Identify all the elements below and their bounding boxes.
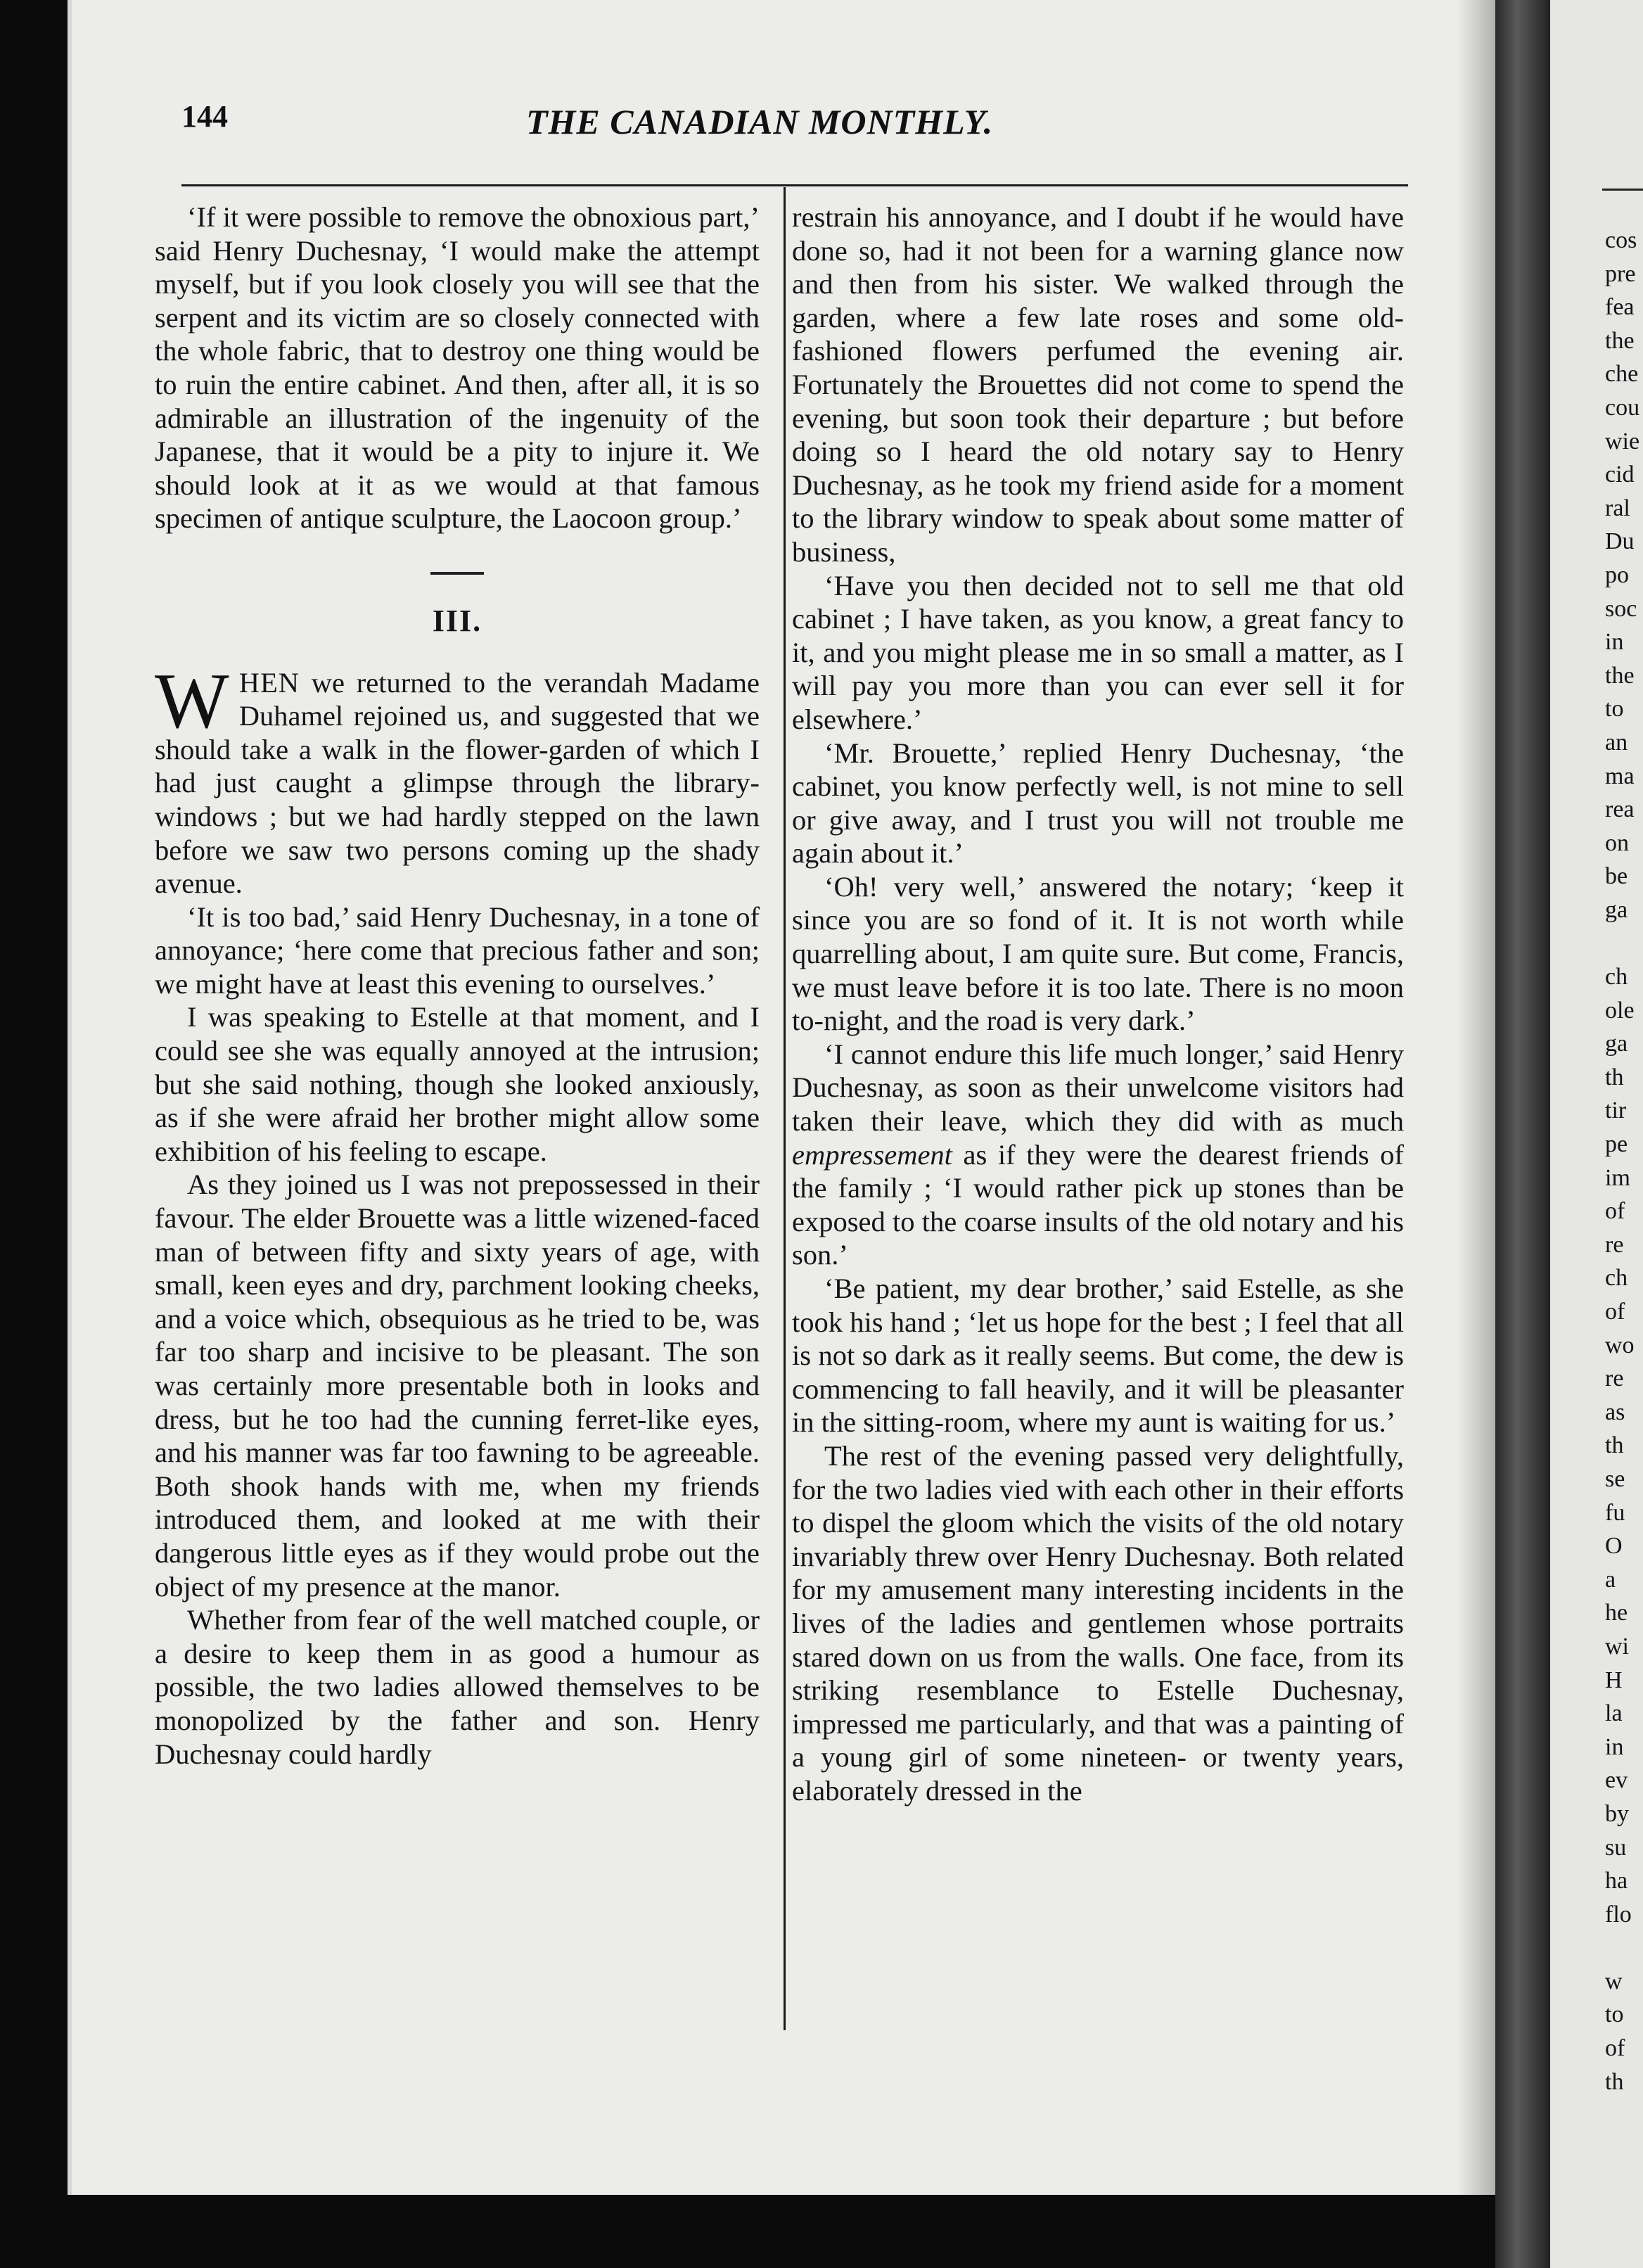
facing-page-fragment: ev bbox=[1605, 1767, 1628, 1794]
facing-page-fragment: la bbox=[1605, 1700, 1623, 1727]
italic-word: empressement bbox=[792, 1138, 952, 1171]
left-column bbox=[155, 200, 760, 1771]
paragraph-text: we returned to the verandah Madame Duhamel rejoined us, and suggested that we should take a walk in the flower-garden of which I had just caught a glimpse through the library-windows ; but we had hardly stepped on the lawn before we saw two persons coming up the shady avenue. bbox=[155, 666, 760, 900]
facing-page-fragment: pe bbox=[1605, 1131, 1628, 1158]
facing-page-fragment: wi bbox=[1605, 1633, 1629, 1659]
facing-page-fragment: of bbox=[1605, 1299, 1625, 1325]
facing-page-fragment: th bbox=[1605, 1432, 1624, 1459]
paragraph: ‘Mr. Brouette,’ replied Henry Duchesnay, ‘the cabinet, you know perfectly well, is not mine to sell or give away, and I trust you will not trouble me again about it.’ bbox=[792, 737, 1404, 869]
facing-page-fragment: th bbox=[1605, 1064, 1624, 1090]
facing-page-fragment: wie bbox=[1605, 428, 1640, 454]
facing-page-fragment: cid bbox=[1605, 461, 1635, 488]
facing-page-fragment: rea bbox=[1605, 796, 1635, 823]
facing-page-fragment: pre bbox=[1605, 260, 1636, 287]
paragraph: ‘Be patient, my dear brother,’ said Estelle, as she took his hand ; ‘let us hope for the best ; I feel that all is not so dark as it really seems. But come, the dew is commencing to fall heavily, and it will be pleasanter in the sitting-room, where my aunt is waiting for us.’ bbox=[792, 1273, 1404, 1439]
facing-page-fragment: to bbox=[1605, 696, 1624, 722]
facing-page-fragment: the bbox=[1605, 327, 1635, 354]
paragraph: As they joined us I was not prepossessed in their favour. The elder Brouette was a little wizened-faced man of between fifty and sixty years of age, with small, keen eyes and dry, parchment looking cheeks, and a voice which, obsequious as he tried to be, was far too sharp and incisive to be pleasant. The son was certainly more presentable both in looks and dress, but he too had the cunning ferret-like eyes, and his manner was far too fawning to be agreeable. Both shook hands with me, when my friends introduced them, and looked at me with their dangerous little eyes as if they would probe out the object of my presence at the manor. bbox=[155, 1168, 760, 1603]
facing-page-fragment: O bbox=[1605, 1533, 1623, 1560]
facing-page-fragment: flo bbox=[1605, 1901, 1632, 1928]
facing-page-fragment bbox=[1605, 926, 1639, 960]
facing-page-fragment: re bbox=[1605, 1231, 1624, 1258]
facing-page-fragment: soc bbox=[1605, 595, 1637, 622]
paragraph: ‘Oh! very well,’ answered the notary; ‘keep it since you are so fond of it. It is not worth while quarrelling about, I am quite sure. But come, Francis, we must leave before it is too late. There is no moon to-night, and the road is very dark.’ bbox=[792, 870, 1404, 1037]
facing-page-header-rule bbox=[1602, 189, 1643, 191]
facing-page-fragment: tir bbox=[1605, 1097, 1627, 1124]
section-heading: III. bbox=[432, 603, 482, 638]
facing-page-fragment: Du bbox=[1605, 528, 1635, 555]
facing-page-fragment: ga bbox=[1605, 1031, 1628, 1057]
facing-page-fragment: ga bbox=[1605, 896, 1628, 923]
facing-page-fragment: re bbox=[1605, 1365, 1624, 1392]
facing-page-fragment: th bbox=[1605, 2068, 1624, 2095]
facing-page-fragment: se bbox=[1605, 1465, 1625, 1492]
facing-page-fragment: ha bbox=[1605, 1868, 1628, 1894]
facing-page-fragment: be bbox=[1605, 863, 1628, 890]
paragraph: Whether from fear of the well matched couple, or a desire to keep them in as good a humour as possible, the two ladies allowed themselves to be monopolized by the father and son. Henry Duchesnay could hardly bbox=[155, 1604, 760, 1770]
facing-page-fragment: po bbox=[1605, 561, 1629, 588]
facing-page-fragment: an bbox=[1605, 729, 1628, 756]
facing-page-fragment: ma bbox=[1605, 763, 1635, 789]
facing-page-fragment: fu bbox=[1605, 1499, 1625, 1526]
section-divider bbox=[430, 572, 484, 575]
running-head: THE CANADIAN MONTHLY. bbox=[526, 102, 994, 141]
facing-page-fragment: su bbox=[1605, 1834, 1627, 1861]
facing-page-fragment: w bbox=[1605, 1968, 1623, 1994]
facing-page-fragment: wo bbox=[1605, 1332, 1635, 1358]
page-number: 144 bbox=[181, 99, 228, 134]
paragraph-opening bbox=[155, 657, 760, 900]
paragraph: ‘It is too bad,’ said Henry Duchesnay, in a tone of annoyance; ‘here come that precious father and son; we might have at least this evening to ourselves.’ bbox=[155, 900, 760, 1000]
paragraph: ‘Have you then decided not to sell me that old cabinet ; I have taken, as you know, a great fancy to it, and you might please me in so small a matter, as I will pay you more than you can ever sell it for elsewhere.’ bbox=[792, 569, 1404, 735]
paragraph: ‘If it were possible to remove the obnoxious part,’ said Henry Duchesnay, ‘I would make the attempt myself, but if you look closely you will see that the serpent and its victim are so closely connected with the whole fabric, that to destroy one thing would be to ruin the entire cabinet. And then, after all, it is so admirable an illustration of the ingenuity of the Japanese, that it would be a pity to injure it. We should look at it as we would at that famous specimen of antique sculpture, the Laocoon group.’ bbox=[155, 201, 760, 535]
facing-page-fragment: by bbox=[1605, 1800, 1629, 1827]
facing-page-fragment: H bbox=[1605, 1667, 1623, 1693]
facing-page-text-fragments bbox=[1605, 224, 1639, 2098]
facing-page-fragment: of bbox=[1605, 2035, 1625, 2062]
header-rule bbox=[181, 184, 1408, 186]
facing-page-fragment: in bbox=[1605, 1733, 1624, 1760]
facing-page-fragment: che bbox=[1605, 361, 1639, 388]
right-column bbox=[792, 200, 1404, 1808]
facing-page-fragment: the bbox=[1605, 662, 1635, 689]
lead-word: HEN bbox=[238, 666, 300, 699]
book-gutter bbox=[1495, 0, 1550, 2268]
facing-page-fragment: to bbox=[1605, 2001, 1624, 2028]
facing-page-fragment: a bbox=[1605, 1566, 1616, 1593]
column-divider bbox=[784, 187, 786, 2030]
facing-page-fragment: on bbox=[1605, 829, 1629, 856]
paragraph bbox=[792, 1038, 1404, 1272]
drop-cap: W bbox=[155, 657, 229, 745]
facing-page-fragment: im bbox=[1605, 1164, 1630, 1191]
paragraph: restrain his annoyance, and I doubt if he would have done so, had it not been for a warning glance now and then from his sister. We walked through the garden, where a few late roses and some old-fashioned flowers perfumed the evening air. Fortunately the Brouettes did not come to spend the evening, but soon took their departure ; but before doing so I heard the old notary say to Henry Duchesnay, as he took my friend aside for a moment to the library window to speak about some matter of business, bbox=[792, 201, 1404, 568]
facing-page-fragment bbox=[1605, 1931, 1639, 1965]
paragraph: The rest of the evening passed very delightfully, for the two ladies vied with each other in their efforts to dispel the gloom which the visits of the old notary invariably threw over Henry Duchesnay. Both related for my amusement many interesting incidents in the lives of the ladies and gentlemen whose portraits stared down on us from the walls. One face, from its striking resemblance to Estelle Duchesnay, impressed me particularly, and that was a painting of a young girl of some nineteen- or twenty years, elaborately dressed in the bbox=[792, 1439, 1404, 1807]
facing-page-fragment: in bbox=[1605, 629, 1624, 656]
paragraph: I was speaking to Estelle at that moment, and I could see she was equally annoyed at the intrusion; but she said nothing, though she looked anxiously, as if she were afraid her brother might allow some exhibition of his feeling to escape. bbox=[155, 1001, 760, 1167]
facing-page-fragment: ch bbox=[1605, 964, 1628, 990]
facing-page-fragment: ral bbox=[1605, 495, 1630, 521]
facing-page-fragment: ch bbox=[1605, 1265, 1628, 1292]
paragraph-text: as if they were the dearest friends of the family ; ‘I would rather pick up stones than be exposed to the coarse insults of the old notary and his son.’ bbox=[792, 1138, 1404, 1271]
facing-page-fragment: cos bbox=[1605, 227, 1637, 253]
facing-page-fragment: cou bbox=[1605, 394, 1640, 421]
facing-page-fragment: as bbox=[1605, 1399, 1625, 1425]
facing-page-fragment: he bbox=[1605, 1600, 1628, 1626]
facing-page-fragment: of bbox=[1605, 1198, 1625, 1225]
facing-page-fragment: fea bbox=[1605, 294, 1635, 321]
facing-page-fragment: ole bbox=[1605, 997, 1635, 1024]
paragraph-text: ‘I cannot endure this life much longer,’ said Henry Duchesnay, as soon as their unwelcome visitors had taken their leave, which they did with as much bbox=[792, 1038, 1404, 1138]
